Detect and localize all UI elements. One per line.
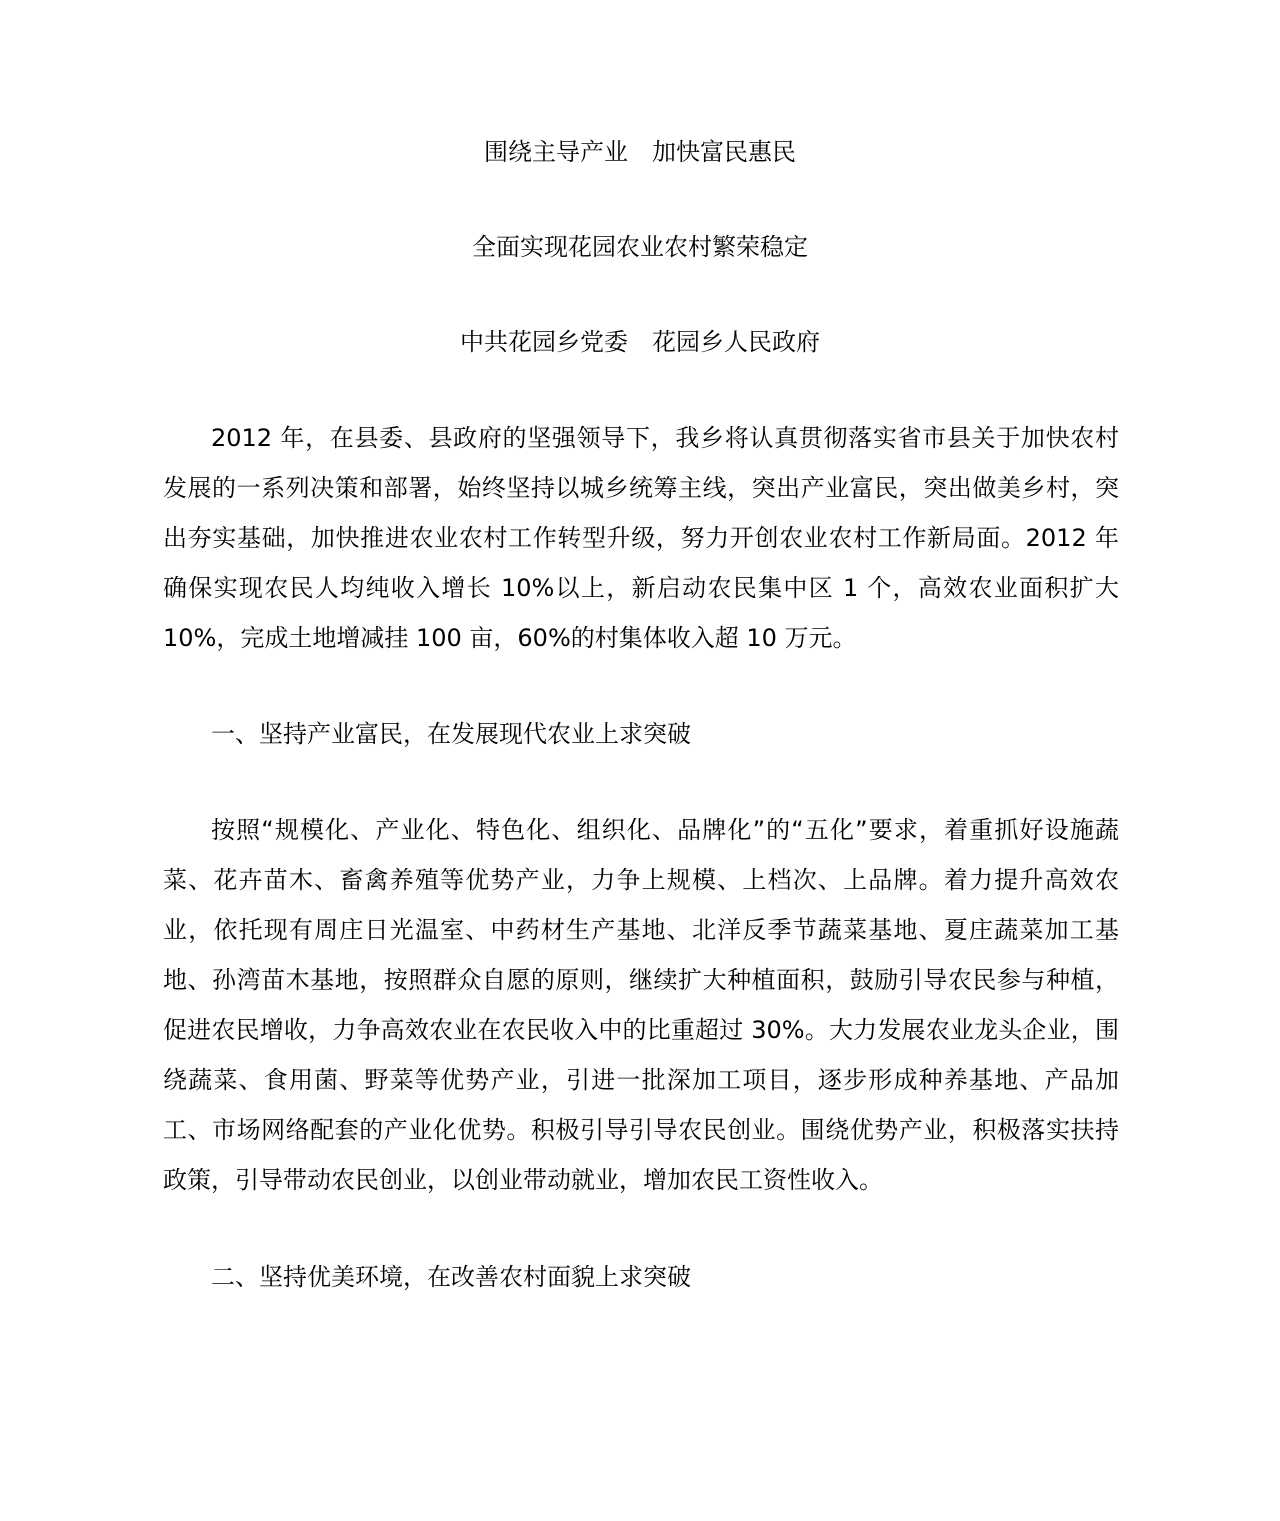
document-title-line-2: 全面实现花园农业农村繁荣稳定 <box>472 233 808 261</box>
section-2-heading: 二、坚持优美环境，在改善农村面貌上求突破 <box>211 1263 691 1291</box>
section-1-body: 按照“规模化、产业化、特色化、组织化、品牌化”的“五化”要求，着重抓好设施蔬菜、花卉苗木、畜禽养殖等优势产业，力争上规模、上档次、上品牌。着力提升高效农业，依托现有周庄日光温室、中药材生产基地、北洋反季节蔬菜基地、夏庄蔬菜加工基地、孙湾苗木基地，按照群众自愿的原则，继续扩大种植面积，鼓励引导农民参与种植，促进农民增收，力争高效农业在农民收入中的比重超过 30%。大力发展农业龙头企业，围绕蔬菜、食用菌、野菜等优势产业，引进一批深加工项目，逐步形成种养基地、产品加工、市场网络配套的产业化优势。积极引导引导农民创业。围绕优势产业，积极落实扶持政策，引导带动农民创业，以创业带动就业，增加农民工资性收入。 <box>163 816 1119 1194</box>
section-1-heading: 一、坚持产业富民，在发展现代农业上求突破 <box>211 720 691 748</box>
document-author-line: 中共花园乡党委 花园乡人民政府 <box>460 328 820 356</box>
document-title-line-1: 围绕主导产业 加快富民惠民 <box>484 138 796 166</box>
intro-paragraph: 2012 年，在县委、县政府的坚强领导下，我乡将认真贯彻落实省市县关于加快农村发展的一系列决策和部署，始终坚持以城乡统筹主线，突出产业富民，突出做美乡村，突出夯实基础，加快推进农业农村工作转型升级，努力开创农业农村工作新局面。2012 年确保实现农民人均纯收入增长 10%以上，新启动农民集中区 1 个，高效农业面积扩大 10%，完成土地增减挂 100 亩，60%的村集体收入超 10 万元。 <box>163 424 1119 652</box>
